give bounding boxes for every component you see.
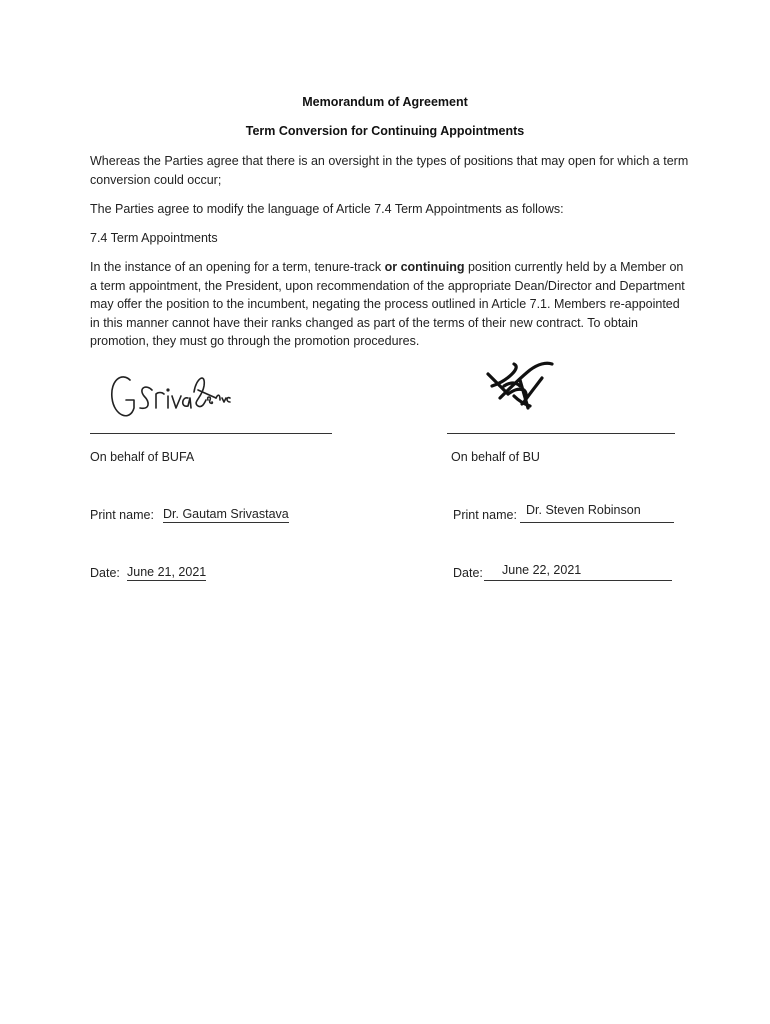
signature-left-image [108,368,238,428]
date-value-left: June 21, 2021 [127,565,207,579]
on-behalf-bu: On behalf of BU [451,450,540,464]
date-line-right [484,580,672,581]
paragraph-agree: The Parties agree to modify the language of Article 7.4 Term Appointments as follows: [90,202,564,216]
signature-right-image [484,360,556,416]
paragraph-text-bold: or continuing [384,260,465,274]
paragraph-article-text [90,258,690,351]
paragraph-whereas: Whereas the Parties agree that there is an oversight in the types of positions that may open for which a term conversion could occur; [90,154,689,187]
print-name-label-right: Print name: [453,508,517,522]
paragraph-text-start: In the instance of an opening for a term, tenure-track [90,260,385,274]
date-label-left: Date: [90,566,120,580]
print-name-value-right: Dr. Steven Robinson [526,503,641,517]
print-name-value-left: Dr. Gautam Srivastava [163,507,289,521]
paragraph-text-end: position currently held by a Member on a term appointment, the President, upon recommendation of the appropriate Dean/Director and Department may offer the position to the incumbent, negating the process outlined in Article 7.1. Members re-appointed in this manner cannot have their ranks changed as part of the terms of their new contract. To obtain promotion, they must go through the promotion procedures. [90,260,685,349]
print-name-line-right [520,522,674,523]
document-title: Memorandum of Agreement [302,95,468,109]
date-value-right: June 22, 2021 [502,563,582,577]
section-heading: 7.4 Term Appointments [90,231,218,245]
document-subtitle: Term Conversion for Continuing Appointments [245,124,525,138]
date-label-right: Date: [453,566,483,580]
print-name-label-left: Print name: [90,508,154,522]
on-behalf-bufa: On behalf of BUFA [90,450,195,464]
signature-line-right [447,433,675,434]
signature-line-left [90,433,332,434]
